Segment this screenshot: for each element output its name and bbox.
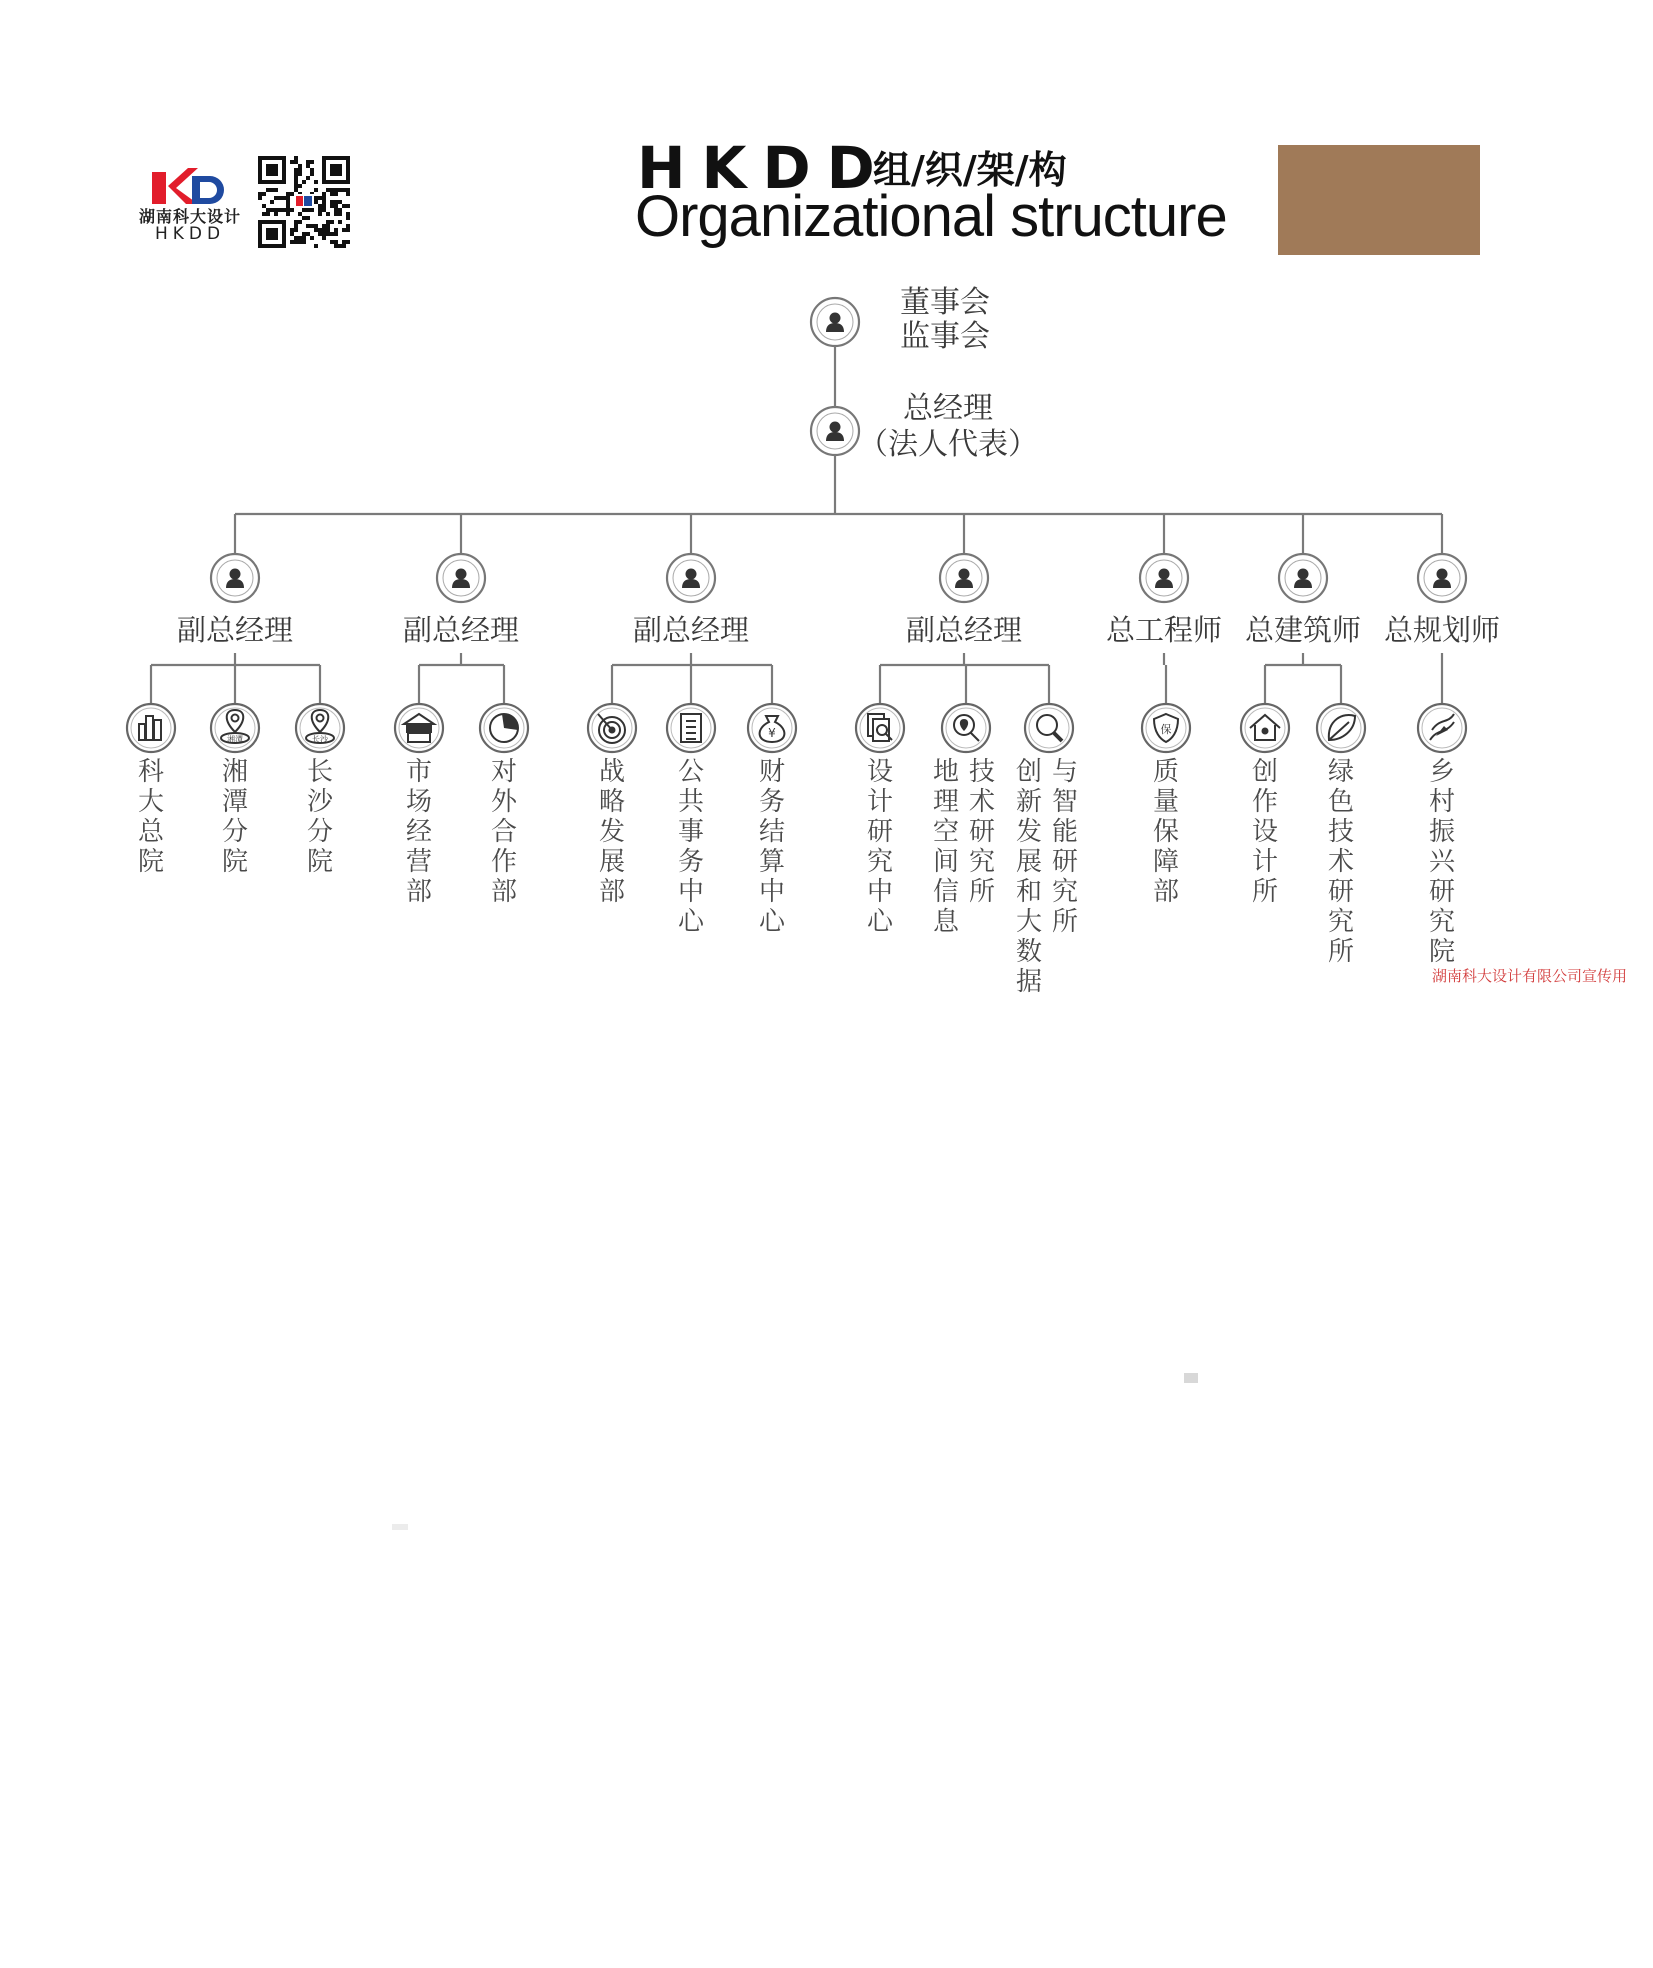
unit-name: 创作设计所 (1251, 757, 1278, 907)
icon-text: 湘潭 (227, 735, 243, 744)
unit-name: 质量保障部 (1152, 757, 1179, 907)
icon-text: 长沙 (312, 735, 328, 744)
board-label: 董事会 (900, 285, 990, 320)
icon-ring (1418, 704, 1466, 752)
unit-name: 市场经营部 (405, 757, 432, 907)
gm-label: 总经理 (903, 391, 993, 426)
icon-text: ¥ (768, 726, 776, 740)
role-label: 副总经理 (632, 613, 749, 647)
logo-chinese-name: 湖南科大设计 (138, 207, 241, 226)
pin-search-icon (942, 704, 990, 752)
person-head (1159, 569, 1170, 580)
map-pin-xiangtan-icon (211, 704, 259, 752)
shield-icon (1142, 704, 1190, 752)
unit-name: 湘潭分院 (221, 757, 248, 877)
role-label: 总规划师 (1383, 613, 1500, 647)
unit-name: 设计研究中心 (866, 757, 893, 937)
pie-chart-icon (480, 704, 528, 752)
supervisors-label: 监事会 (900, 319, 990, 354)
unit-name: 财务结算中心 (758, 757, 785, 937)
document-list-icon (667, 704, 715, 752)
house-dot (1262, 728, 1269, 735)
role-label: 总建筑师 (1244, 613, 1361, 647)
buildings-icon (127, 704, 175, 752)
role-label: 总工程师 (1105, 613, 1222, 647)
role-label: 副总经理 (176, 613, 293, 647)
role-node (437, 554, 485, 602)
person-head (230, 569, 241, 580)
role-node (940, 554, 988, 602)
person-head (959, 569, 970, 580)
person-head (456, 569, 467, 580)
storefront-icon (395, 704, 443, 752)
awning (406, 725, 432, 733)
leaf-icon (1317, 704, 1365, 752)
unit-name: 地理空间信息 (932, 757, 959, 937)
house-icon (1241, 704, 1289, 752)
person-head (1437, 569, 1448, 580)
unit-name: 与智能研究所 (1051, 757, 1078, 937)
watermark-text: 湖南科大设计有限公司宣传用 (1432, 967, 1628, 985)
unit-name: 科大总院 (137, 757, 164, 877)
icon-ring (296, 704, 344, 752)
target-icon (588, 704, 636, 752)
gm-rep-label: （法人代表） (858, 427, 1038, 462)
unit-name: 公共事务中心 (677, 757, 704, 937)
scan-speck (1184, 1373, 1198, 1383)
role-node (211, 554, 259, 602)
role-node (667, 554, 715, 602)
title-english: Organizational structure (635, 184, 1227, 249)
unit-name: 战略发展部 (598, 757, 625, 907)
docs-search-icon (856, 704, 904, 752)
map-pin-changsha-icon (296, 704, 344, 752)
role-node (1279, 554, 1327, 602)
unit-name: 长沙分院 (306, 757, 333, 877)
role-label: 副总经理 (402, 613, 519, 647)
unit-name: 技术研究所 (968, 757, 995, 907)
title-chinese: 组/织/架/构 (873, 148, 1067, 192)
unit-name: 创新发展和大数据 (1015, 757, 1042, 997)
unit-name: 对外合作部 (490, 757, 517, 907)
icon-ring (1025, 704, 1073, 752)
role-node (1140, 554, 1188, 602)
magnifier-icon (1025, 704, 1073, 752)
unit-name: 乡村振兴研究院 (1428, 757, 1455, 967)
icon-ring (211, 704, 259, 752)
rural-icon (1418, 704, 1466, 752)
icon-text: 保 (1160, 723, 1172, 736)
scan-speck (392, 1524, 408, 1530)
logo-english-name: HKDD (154, 224, 226, 244)
person-head (686, 569, 697, 580)
role-node (1418, 554, 1466, 602)
role-label: 副总经理 (905, 613, 1022, 647)
money-bag-icon (748, 704, 796, 752)
person-head (1298, 569, 1309, 580)
unit-name: 绿色技术研究所 (1327, 757, 1354, 967)
icon-ring (127, 704, 175, 752)
title-brand: HKDD (637, 134, 891, 202)
